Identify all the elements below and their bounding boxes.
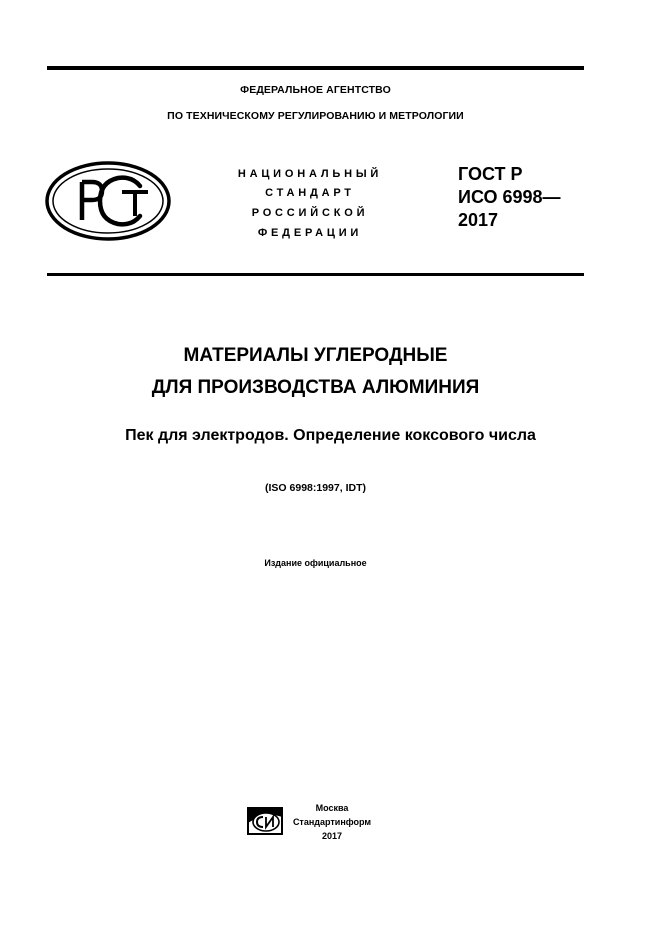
standartinform-logo-icon	[246, 805, 286, 837]
top-rule	[47, 66, 584, 70]
agency-name-line2: ПО ТЕХНИЧЕСКОМУ РЕГУЛИРОВАНИЮ И МЕТРОЛОГИИ	[167, 110, 464, 122]
national-standard-line4: ФЕДЕРАЦИИ	[257, 227, 363, 239]
national-standard-line1: НАЦИОНАЛЬНЫЙ	[237, 168, 383, 180]
document-title-line2: ДЛЯ ПРОИЗВОДСТВА АЛЮМИНИЯ	[151, 377, 480, 398]
rst-certification-mark-icon	[44, 160, 172, 242]
standard-designation-line1: ГОСТ Р	[458, 164, 523, 184]
publisher-city: Москва	[315, 803, 349, 813]
middle-rule	[47, 273, 584, 276]
publication-year: 2017	[321, 831, 343, 841]
national-standard-line3: РОССИЙСКОЙ	[251, 207, 369, 219]
agency-name-line1: ФЕДЕРАЛЬНОЕ АГЕНТСТВО	[240, 84, 391, 96]
standard-designation-line3: 2017	[458, 210, 499, 230]
publisher-name: Стандартинформ	[292, 817, 372, 827]
standard-designation-line2: ИСО 6998—	[458, 187, 561, 207]
iso-reference: (ISO 6998:1997, IDT)	[265, 482, 366, 494]
edition-note: Издание официальное	[264, 558, 367, 568]
national-standard-line2: СТАНДАРТ	[265, 187, 355, 199]
document-title-line1: МАТЕРИАЛЫ УГЛЕРОДНЫЕ	[183, 345, 448, 366]
document-subtitle: Пек для электродов. Определение коксового числа	[125, 427, 536, 444]
